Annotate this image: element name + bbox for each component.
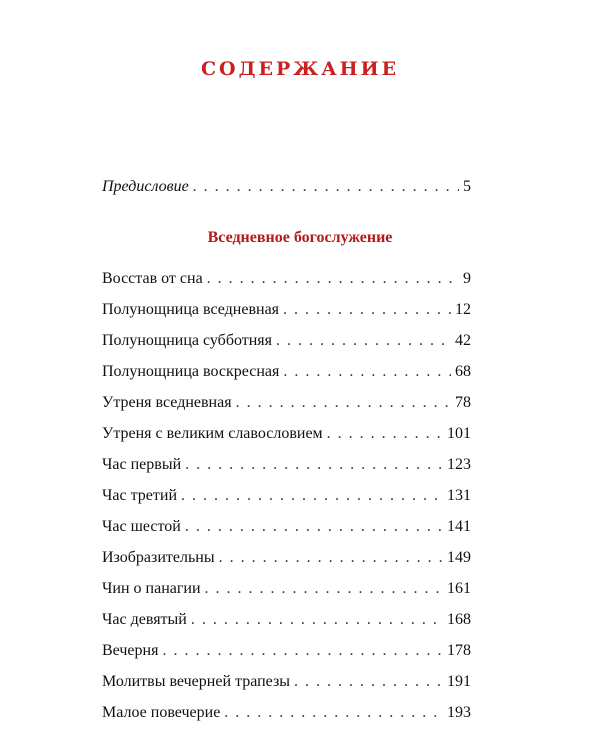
toc-entry-label: Изобразительны	[102, 549, 215, 566]
toc-page-number: 149	[447, 549, 471, 566]
toc-row	[102, 263, 471, 294]
toc-page-number: 5	[463, 178, 471, 195]
dot-leader	[185, 511, 443, 542]
toc-row	[102, 356, 471, 387]
dot-leader	[181, 480, 443, 511]
toc-row	[102, 294, 471, 325]
toc-row	[102, 697, 471, 728]
toc-entry-label: Утреня с великим славословием	[102, 425, 323, 442]
dot-leader	[327, 418, 443, 449]
toc-page-number: 191	[447, 673, 471, 690]
toc-page-number: 101	[447, 425, 471, 442]
toc-page-number: 12	[455, 301, 471, 318]
section-heading: Вседневное богослужение	[207, 229, 393, 246]
toc-entry-label: Малое повечерие	[102, 704, 221, 721]
dot-leader	[185, 449, 443, 480]
toc-entry-label: Утреня вседневная	[102, 394, 232, 411]
toc-entry-label: Чин о панагии	[102, 580, 201, 597]
toc-row	[102, 542, 471, 573]
page-title: СОДЕРЖАНИЕ	[200, 58, 400, 80]
toc-row	[102, 635, 471, 666]
toc-entry-label: Полунощница субботняя	[102, 332, 273, 349]
toc-page-number: 78	[455, 394, 471, 411]
toc-row	[102, 480, 471, 511]
toc-page-number: 68	[455, 363, 471, 380]
toc-page-number: 9	[463, 270, 471, 287]
dot-leader	[276, 325, 451, 356]
toc-entry-label: Час шестой	[102, 518, 181, 535]
toc-entry-label: Предисловие	[102, 178, 189, 195]
toc-row	[102, 325, 471, 356]
dot-leader	[205, 573, 443, 604]
toc-row	[102, 418, 471, 449]
toc-page-number: 123	[447, 456, 471, 473]
toc-page-number: 131	[447, 487, 471, 504]
toc-entry-label: Час первый	[102, 456, 182, 473]
toc-entry-label: Полунощница воскресная	[102, 363, 280, 380]
toc-entry-label: Час девятый	[102, 611, 187, 628]
toc-entry-label: Восстав от сна	[102, 270, 203, 287]
toc-page-number: 193	[447, 704, 471, 721]
toc-page-number: 42	[455, 332, 471, 349]
toc-entry-label: Вечерня	[102, 642, 159, 659]
toc-page-number: 141	[447, 518, 471, 535]
toc-entry-label: Полунощница вседневная	[102, 301, 280, 318]
dot-leader	[162, 635, 443, 666]
toc-row	[102, 449, 471, 480]
toc-entry-label: Молитвы вечерней трапезы	[102, 673, 291, 690]
dot-leader	[224, 697, 443, 728]
toc-page-number: 161	[447, 580, 471, 597]
toc-row	[102, 666, 471, 697]
dot-leader	[191, 604, 443, 635]
dot-leader	[207, 263, 459, 294]
dot-leader	[283, 356, 451, 387]
dot-leader	[219, 542, 443, 573]
toc-page-number: 168	[447, 611, 471, 628]
toc-entry-label: Час третий	[102, 487, 178, 504]
toc-row	[102, 387, 471, 418]
toc-row	[102, 573, 471, 604]
dot-leader	[236, 387, 451, 418]
dot-leader	[193, 171, 459, 202]
dot-leader	[283, 294, 451, 325]
toc-row	[102, 511, 471, 542]
toc-row	[102, 604, 471, 635]
dot-leader	[294, 666, 443, 697]
toc-row	[102, 171, 471, 202]
toc-list	[102, 263, 471, 728]
toc-page-number: 178	[447, 642, 471, 659]
preface-entry	[102, 171, 471, 202]
